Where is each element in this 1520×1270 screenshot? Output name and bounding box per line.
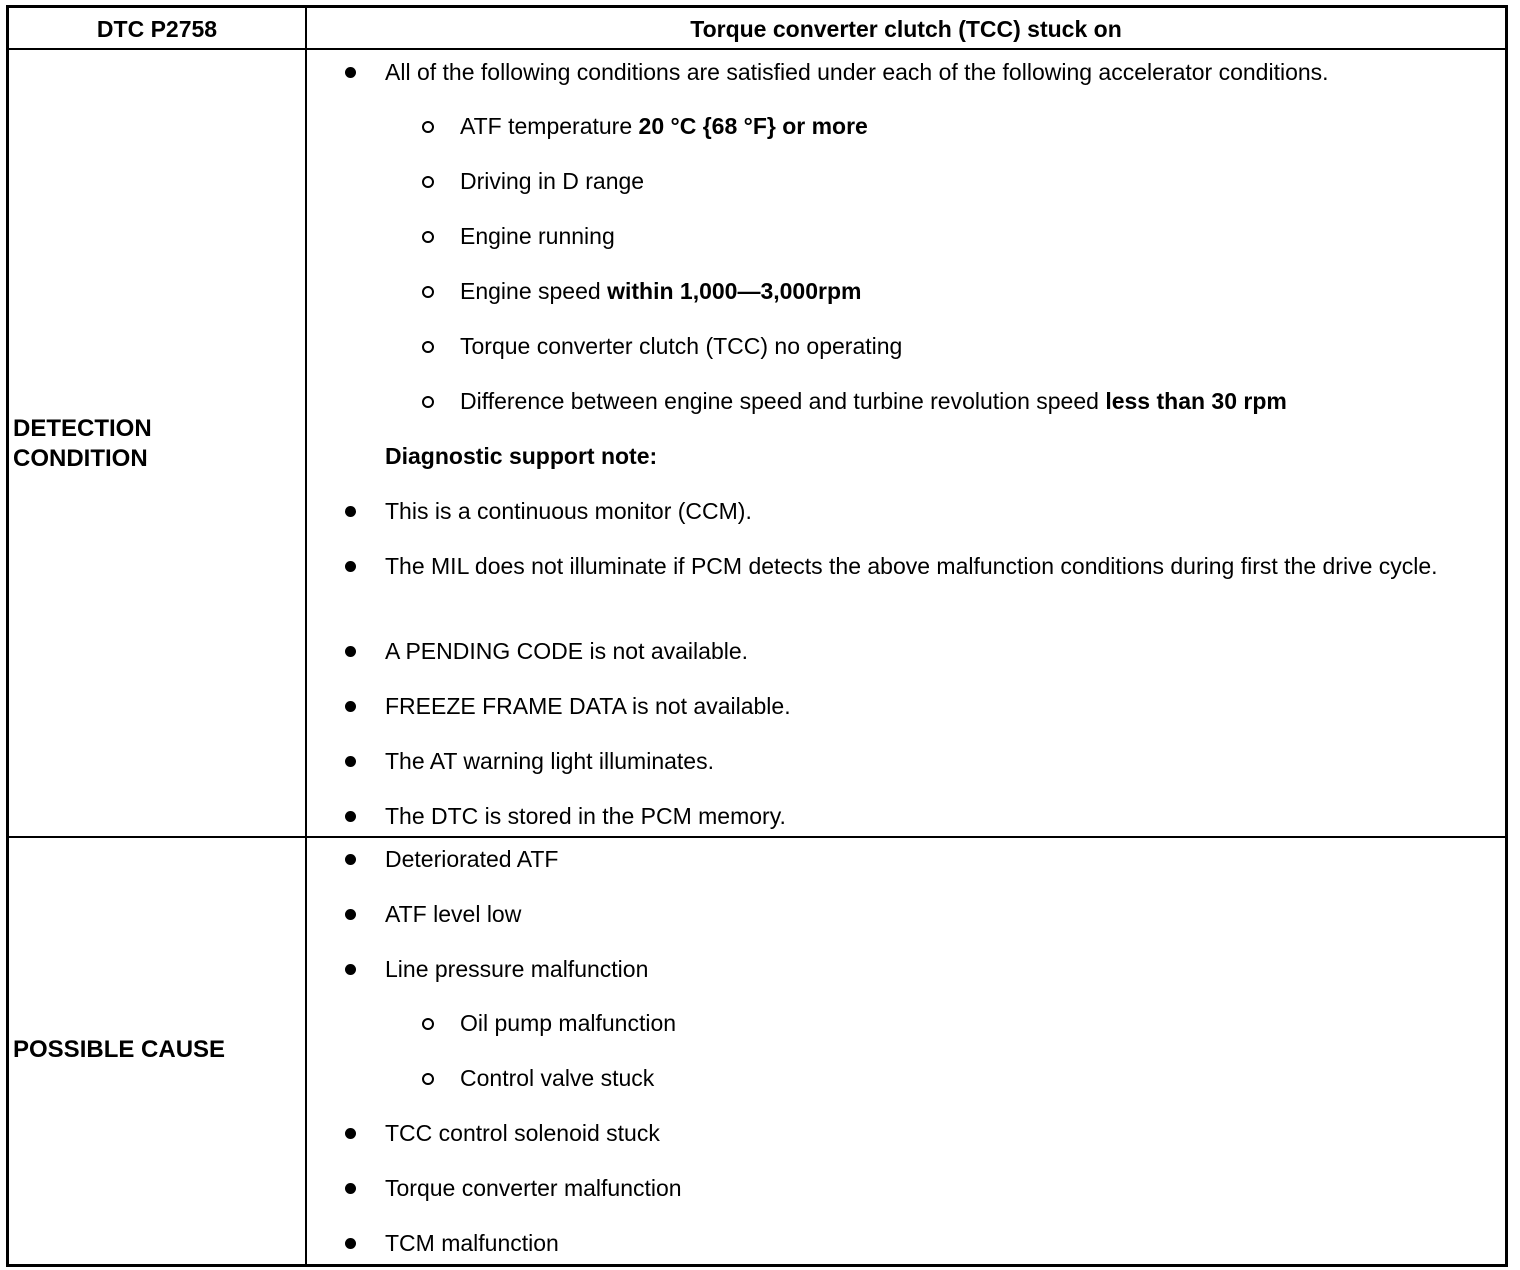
row-divider [9,836,1505,838]
bullet-icon [345,701,356,712]
condition-item: Difference between engine speed and turbine revolution speed less than 30 rpm [460,388,1287,414]
bullet-icon [345,1238,356,1249]
note-item: The MIL does not illuminate if PCM detects the above malfunction conditions during first the drive cycle. [385,553,1438,579]
column-divider [305,8,307,1264]
cause-item: TCC control solenoid stuck [385,1120,660,1146]
dtc-code-header: DTC P2758 [96,15,218,42]
bullet-icon [345,811,356,822]
cause-item: Deteriorated ATF [385,846,559,872]
dtc-table [6,5,1508,1267]
bullet-icon [345,506,356,517]
circle-bullet-icon [422,396,434,408]
cause-sub-item: Oil pump malfunction [460,1010,677,1036]
bullet-icon [345,854,356,865]
detection-condition-label [13,414,152,474]
circle-bullet-icon [422,176,434,188]
detection-label-line1: DETECTION [13,415,152,442]
circle-bullet-icon [422,341,434,353]
note-item: The AT warning light illuminates. [385,748,714,774]
possible-cause-label: POSSIBLE CAUSE [13,1036,226,1063]
circle-bullet-icon [422,231,434,243]
bullet-icon [345,561,356,572]
cause-item: Torque converter malfunction [385,1175,682,1201]
note-item: A PENDING CODE is not available. [385,638,749,664]
dtc-title-header: Torque converter clutch (TCC) stuck on [690,15,1122,42]
detection-label-line2: CONDITION [13,445,148,472]
bullet-icon [345,964,356,975]
cause-sub-item: Control valve stuck [460,1065,655,1091]
bullet-icon [345,909,356,920]
note-item: This is a continuous monitor (CCM). [385,498,752,524]
diagnostic-note-heading: Diagnostic support note: [385,443,658,469]
bullet-icon [345,756,356,767]
bullet-icon [345,67,356,78]
circle-bullet-icon [422,1018,434,1030]
bullet-icon [345,646,356,657]
cause-item: TCM malfunction [385,1230,559,1256]
bullet-icon [345,1183,356,1194]
cause-item: ATF level low [385,901,522,927]
condition-item: Engine speed within 1,000—3,000rpm [460,278,862,304]
detection-intro: All of the following conditions are satisfied under each of the following accelerator conditions. [385,59,1329,85]
cause-item: Line pressure malfunction [385,956,649,982]
circle-bullet-icon [422,121,434,133]
condition-item: ATF temperature 20 °C {68 °F} or more [460,113,868,139]
circle-bullet-icon [422,286,434,298]
condition-item: Driving in D range [460,168,645,194]
bullet-icon [345,1128,356,1139]
condition-item: Engine running [460,223,615,249]
circle-bullet-icon [422,1073,434,1085]
note-item: FREEZE FRAME DATA is not available. [385,693,791,719]
condition-item: Torque converter clutch (TCC) no operating [460,333,903,359]
note-item: The DTC is stored in the PCM memory. [385,803,786,829]
